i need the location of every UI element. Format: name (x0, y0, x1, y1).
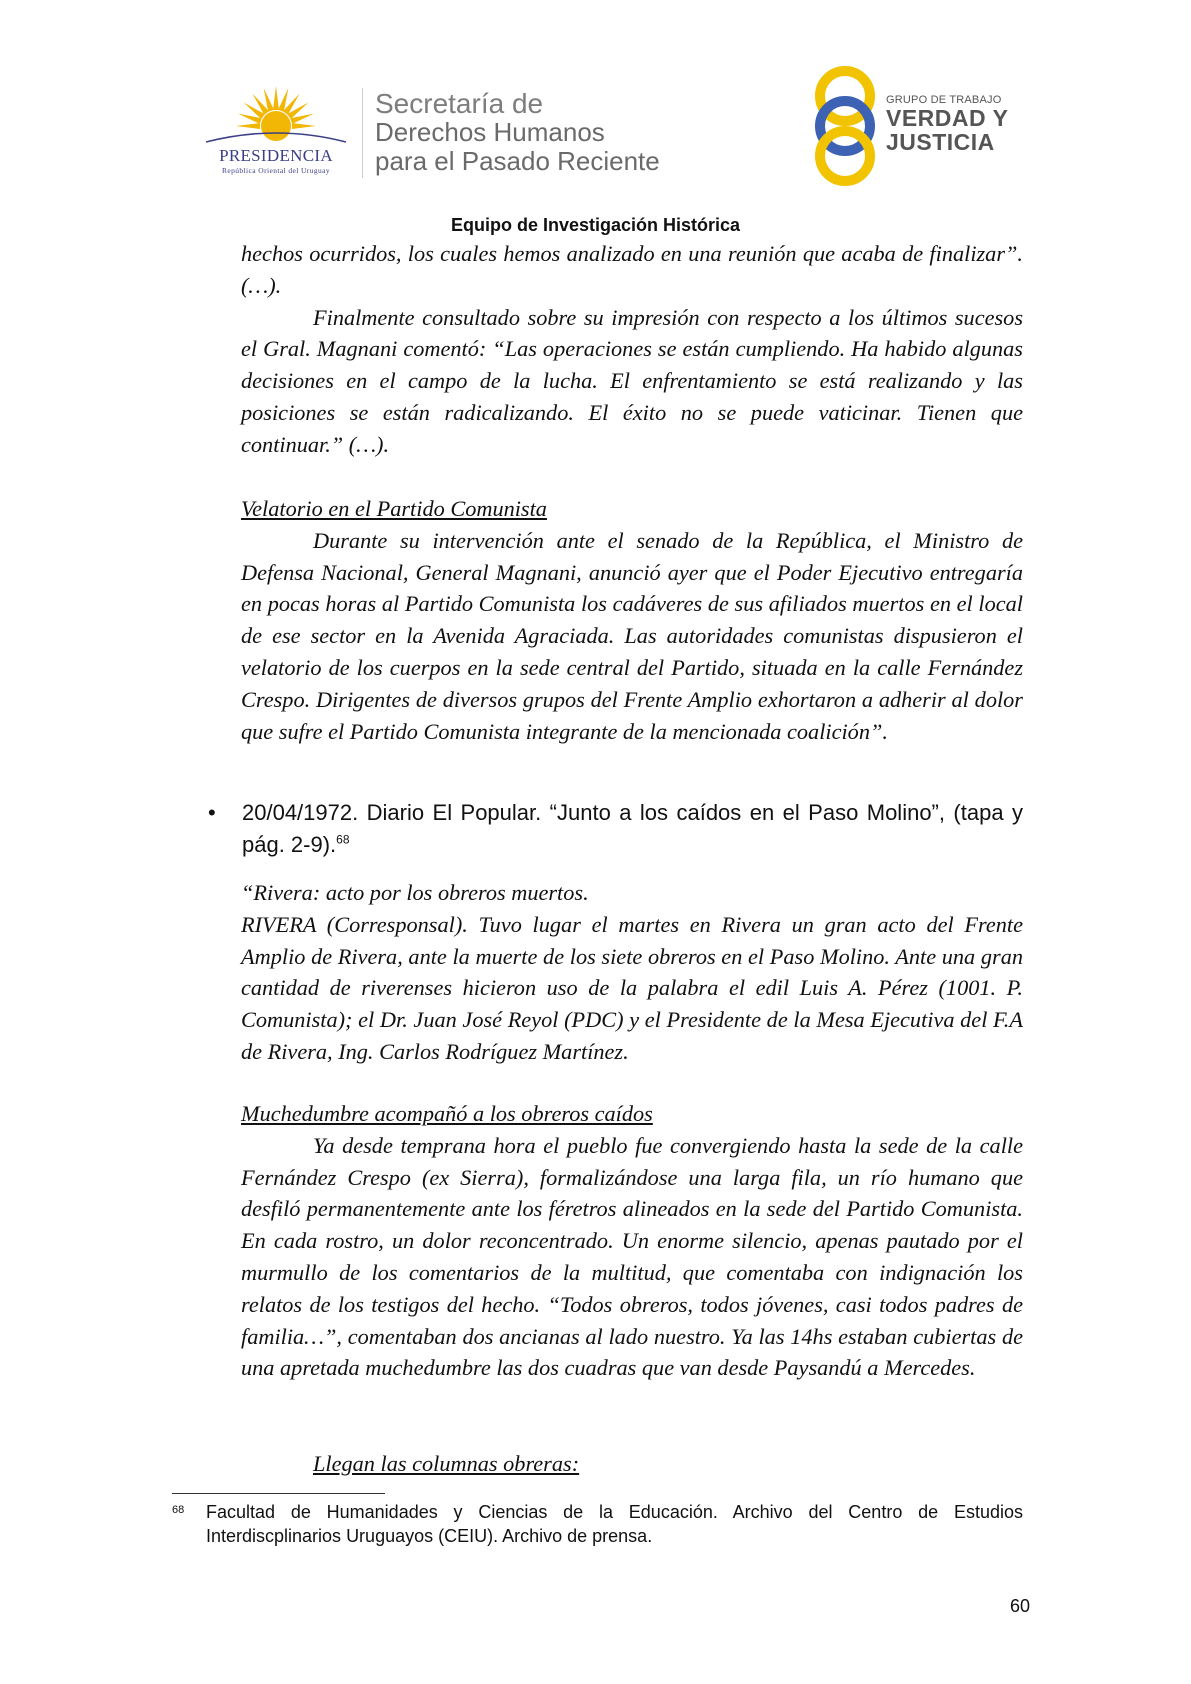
footnote-mark: 68 (172, 1504, 185, 1516)
header-divider (362, 88, 363, 178)
heading-columnas: Llegan las columnas obreras: (313, 1451, 580, 1476)
secretaria-line2: Derechos Humanos (375, 117, 605, 147)
team-title: Equipo de Investigación Histórica (450, 215, 741, 235)
paragraph-1: hechos ocurridos, los cuales hemos analizado en una reunión que acaba de finalizar”. (…). (241, 241, 1023, 298)
section-muchedumbre (241, 1098, 1023, 1384)
grupo-small-label: GRUPO DE TRABAJO (886, 94, 1002, 106)
section-rivera (241, 877, 1023, 1068)
verdad-justicia-logo (808, 64, 898, 186)
presidencia-subtitle: República Oriental del Uruguay (221, 166, 330, 175)
paragraph-1-block (241, 238, 1023, 461)
paragraph-5: Ya desde temprana hora el pueblo fue convergiendo hasta la sede de la calle Fernández Crespo (ex Sierra), formalizándose una larga fila, un río humano que desfiló permanentemente ante los féretros alineados en la sede del Partido Comunista. En cada rostro, un dolor reconcentrado. Un enorme silencio, apenas pautado por el murmullo de los comentarios de la multitud, que comentaba con indignación los relatos de los testigos del hecho. “Todos obreros, todos jóvenes, casi todos padres de familia…”, comentaban dos ancianas al lado nuestro. Ya las 14hs estaban cubiertas de una apretada muchedumbre las dos cuadras que van desde Paysandú a Mercedes. (241, 1132, 1023, 1381)
section-columnas (241, 1448, 1023, 1480)
bullet-text (242, 797, 1023, 861)
secretaria-line1: Secretaría de (375, 88, 544, 119)
page-number: 60 (1009, 1596, 1030, 1616)
heading-velatorio: Velatorio en el Partido Comunista (241, 496, 547, 521)
bullet-marker: • (208, 800, 216, 825)
rings-icon (808, 64, 898, 186)
secretaria-line3: para el Pasado Reciente (375, 146, 660, 176)
presidencia-name: PRESIDENCIA (219, 146, 333, 165)
secretaria-logo-text (375, 89, 705, 176)
paragraph-4: RIVERA (Corresponsal). Tuvo lugar el martes en Rivera un gran acto del Frente Amplio de Rivera, ante la muerte de los siete obreros en el Paso Molino. Ante una gran cantidad de riverenses hicieron uso de la palabra el edil Luis A. Pérez (1001. P. Comunista); el Dr. Juan José Reyol (PDC) y el Presidente de la Mesa Ejecutiva del F.A de Rivera, Ing. Carlos Rodríguez Martínez. (241, 911, 1023, 1064)
paragraph-3: Durante su intervención ante el senado de la República, el Ministro de Defensa Nacional, General Magnani, anunció ayer que el Poder Ejecutivo entregaría en pocas horas al Partido Comunista los cadáveres de sus afiliados muertos en el local de ese sector en la Avenida Agraciada. Las autoridades comunistas dispusieron el velatorio de los cuerpos en la sede central del Partido, situada en la calle Fernández Crespo. Dirigentes de diversos grupos del Frente Amplio exhortaron a adherir al dolor que sufre el Partido Comunista integrante de la mencionada coalición”. (241, 527, 1023, 744)
paragraph-2: Finalmente consultado sobre su impresión con respecto a los últimos sucesos el Gral. Magnani comentó: “Las operaciones se están cumpliendo. Ha habido algunas decisiones en el campo de la lucha. El enfrentamiento se está realizando y las posiciones se están radicalizando. El éxito no se puede vaticinar. Tienen que continuar.” (…). (241, 304, 1023, 457)
section-velatorio (241, 493, 1023, 747)
sun-icon (196, 80, 356, 150)
rivera-title: “Rivera: acto por los obreros muertos. (241, 880, 589, 905)
grupo-line1: VERDAD Y (886, 105, 1009, 131)
grupo-line2: JUSTICIA (886, 129, 995, 155)
footnote-separator (172, 1493, 385, 1494)
heading-muchedumbre: Muchedumbre acompañó a los obreros caídos (241, 1101, 653, 1126)
footnote-text: Facultad de Humanidades y Ciencias de la Educación. Archivo del Centro de Estudios Interdiscplinarios Uruguayos (CEIU). Archivo de prensa. (206, 1502, 1023, 1546)
grupo-trabajo-text (886, 94, 1026, 154)
footnote-reference[interactable]: 68 (336, 832, 350, 847)
bullet-content: 20/04/1972. Diario El Popular. “Junto a los caídos en el Paso Molino”, (tapa y pág. 2-9). (242, 800, 1023, 857)
